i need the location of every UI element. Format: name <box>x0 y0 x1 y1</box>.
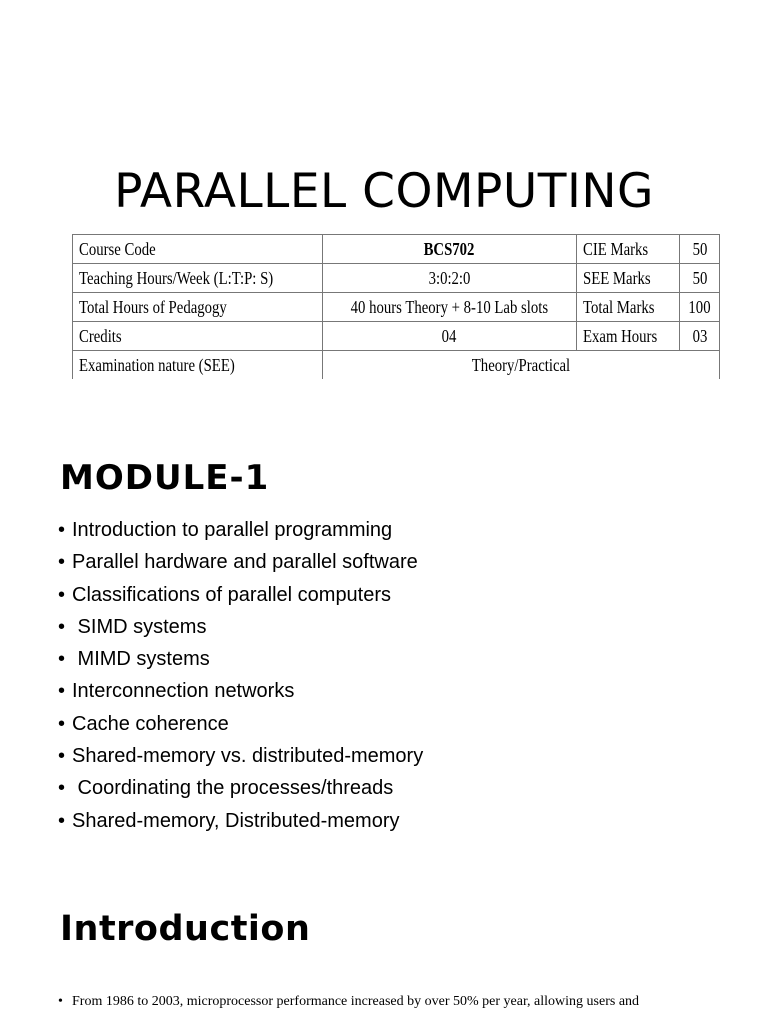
table-cell <box>322 293 576 322</box>
list-item-text: Shared-memory vs. distributed-memory <box>72 745 424 768</box>
module-heading: MODULE-1 <box>60 458 270 498</box>
bullet-glyph: • <box>58 777 66 800</box>
list-item-text: Coordinating the processes/threads <box>72 777 394 800</box>
credits-value: 04 <box>441 326 457 346</box>
see-marks-value: 50 <box>692 268 708 288</box>
bullet-glyph: • <box>58 680 66 703</box>
exam-hours-value: 03 <box>692 326 708 346</box>
introduction-heading: Introduction <box>60 909 311 949</box>
table-cell <box>322 264 576 293</box>
pedagogy-hours-label: Total Hours of Pedagogy <box>79 297 227 317</box>
bullet-glyph: • <box>58 712 66 735</box>
table-cell <box>576 293 679 322</box>
exam-nature-value: Theory/Practical <box>471 355 571 375</box>
table-cell <box>322 322 576 351</box>
table-row <box>73 293 720 322</box>
table-cell <box>73 351 323 380</box>
list-item-text: Introduction to parallel programming <box>72 519 393 541</box>
bullet-glyph: • <box>58 615 66 638</box>
total-marks-value: 100 <box>688 297 711 317</box>
table-row <box>73 351 720 380</box>
see-marks-label: SEE Marks <box>582 268 651 288</box>
table-cell <box>576 264 679 293</box>
table-cell <box>322 351 719 380</box>
teaching-hours-label: Teaching Hours/Week (L:T:P: S) <box>79 268 274 288</box>
bullet-glyph: • <box>58 551 66 574</box>
list-item <box>58 772 423 804</box>
list-item <box>58 708 423 740</box>
list-item <box>58 805 423 837</box>
list-item-text: Shared-memory, Distributed-memory <box>72 809 400 832</box>
table-row <box>73 322 720 351</box>
cie-marks-label: CIE Marks <box>582 239 648 259</box>
page-title: PARALLEL COMPUTING <box>114 164 654 219</box>
introduction-first-bullet <box>58 992 639 1012</box>
table-cell <box>576 322 679 351</box>
list-item-text: SIMD systems <box>72 615 207 638</box>
list-item-text: Cache coherence <box>72 712 229 735</box>
table-cell <box>576 235 679 264</box>
teaching-hours-value: 3:0:2:0 <box>428 268 471 288</box>
list-item <box>58 643 423 675</box>
table-row <box>73 264 720 293</box>
total-marks-label: Total Marks <box>582 297 655 317</box>
table-cell <box>73 322 323 351</box>
cie-marks-value: 50 <box>692 239 708 259</box>
table-cell <box>680 264 720 293</box>
bullet-glyph: • <box>58 994 63 1009</box>
exam-hours-label: Exam Hours <box>582 326 657 346</box>
course-code-value: BCS702 <box>423 239 475 259</box>
list-item <box>58 579 423 611</box>
course-code-label: Course Code <box>79 239 156 259</box>
list-item-text: Parallel hardware and parallel software <box>72 551 418 574</box>
table-cell <box>680 322 720 351</box>
table-row <box>73 235 720 264</box>
bullet-glyph: • <box>58 519 66 541</box>
pedagogy-hours-value: 40 hours Theory + 8-10 Lab slots <box>350 297 548 317</box>
course-details-table <box>72 234 720 379</box>
list-item <box>58 675 423 707</box>
list-item <box>58 546 423 578</box>
bullet-glyph: • <box>58 583 66 606</box>
table-cell <box>680 293 720 322</box>
bullet-glyph: • <box>58 809 66 832</box>
credits-label: Credits <box>79 326 122 346</box>
list-item-text: Interconnection networks <box>72 680 295 703</box>
table-cell <box>680 235 720 264</box>
exam-nature-label: Examination nature (SEE) <box>79 355 235 375</box>
table-cell <box>322 235 576 264</box>
list-item <box>58 611 423 643</box>
introduction-text: From 1986 to 2003, microprocessor performance increased by over 50% per year, allowing users and <box>72 994 640 1009</box>
list-item <box>58 740 423 772</box>
bullet-glyph: • <box>58 745 66 768</box>
table-cell <box>73 235 323 264</box>
table-cell <box>73 293 323 322</box>
list-item <box>58 514 423 546</box>
list-item-text: MIMD systems <box>72 648 210 671</box>
list-item-text: Classifications of parallel computers <box>72 583 392 606</box>
bullet-glyph: • <box>58 648 66 671</box>
module-topic-list <box>58 514 423 837</box>
table-cell <box>73 264 323 293</box>
